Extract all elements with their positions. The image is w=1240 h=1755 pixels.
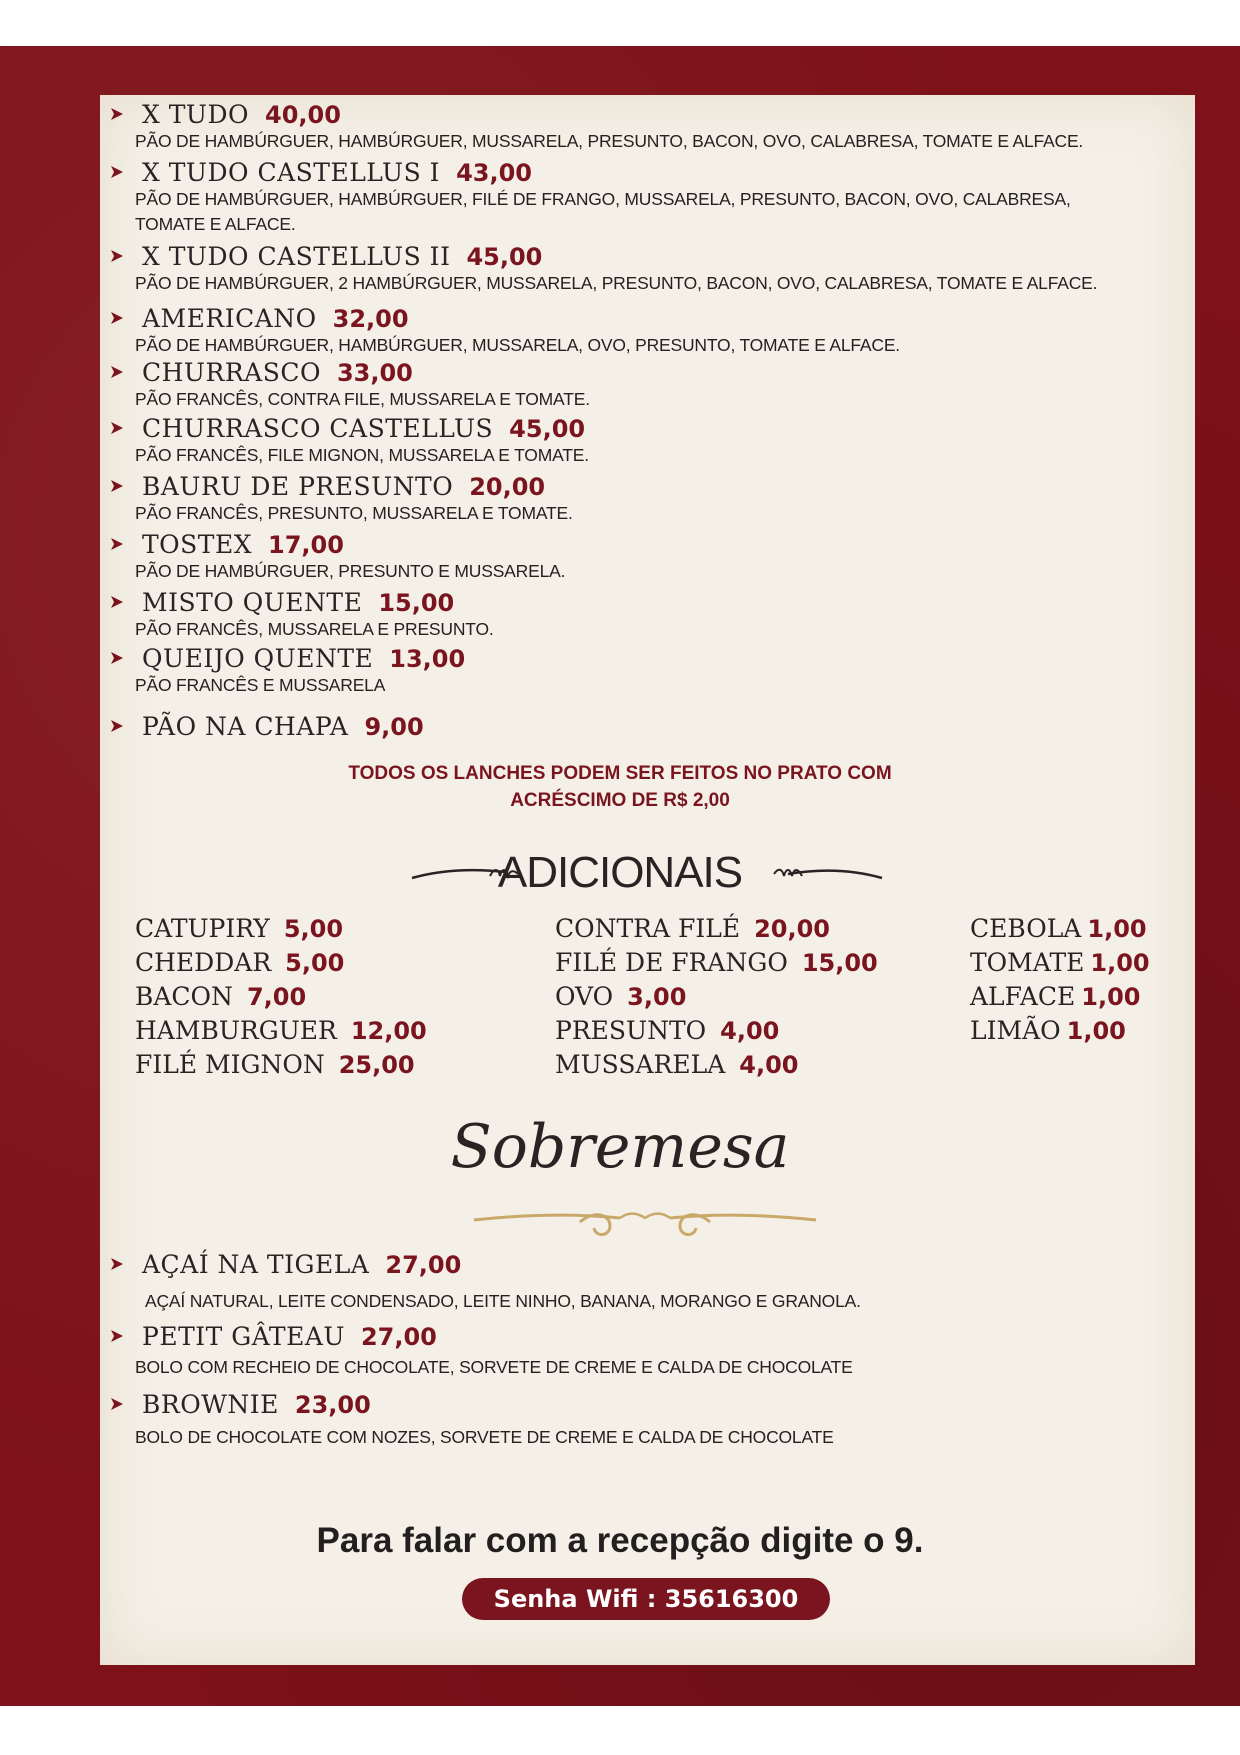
menu-item (108, 358, 590, 412)
item-description: PÃO FRANCÊS, MUSSARELA E PRESUNTO. (135, 619, 494, 639)
chevron-right-icon (108, 311, 126, 325)
adicional-price: 7,00 (246, 983, 307, 1011)
adicional-price: 20,00 (754, 915, 830, 943)
adicional-name: FILÉ DE FRANGO (555, 948, 788, 977)
adicional-price: 5,00 (285, 949, 345, 977)
item-description: PÃO FRANCÊS, FILE MIGNON, MUSSARELA E TOMATE. (135, 445, 589, 465)
menu-item (108, 588, 494, 642)
adicional-item (555, 1016, 878, 1050)
chevron-right-icon (108, 537, 126, 551)
section-title-adicionais: ADICIONAIS (497, 848, 743, 897)
chevron-right-icon (108, 249, 126, 263)
adicional-name: BACON (135, 982, 233, 1011)
dessert-name: PETIT GÂTEAU (142, 1322, 345, 1351)
item-description: PÃO DE HAMBÚRGUER, PRESUNTO E MUSSARELA. (135, 561, 566, 581)
adicional-name: LIMÃO (970, 1016, 1061, 1045)
adicional-item (135, 982, 427, 1016)
section-title-sobremesa: Sobremesa (450, 1112, 790, 1182)
adicional-name: TOMATE (970, 948, 1085, 977)
menu-item (108, 158, 1071, 237)
dessert-item (108, 1390, 834, 1450)
item-price: 20,00 (469, 473, 546, 501)
chevron-right-icon (108, 479, 126, 493)
item-price: 45,00 (509, 415, 586, 443)
plate-note-line: TODOS OS LANCHES PODEM SER FEITOS NO PRATO COM (348, 763, 892, 784)
item-price: 15,00 (378, 589, 455, 617)
menu-item (108, 100, 1083, 154)
chevron-right-icon (108, 595, 126, 609)
adicional-item (135, 1050, 427, 1084)
item-price: 43,00 (456, 159, 532, 187)
menu-item (108, 644, 465, 698)
right-flourish-icon (772, 862, 884, 886)
dessert-price: 27,00 (360, 1323, 437, 1351)
item-price: 33,00 (336, 359, 413, 387)
item-price: 32,00 (332, 305, 409, 333)
item-name: X TUDO CASTELLUS II (142, 242, 451, 271)
chevron-right-icon (108, 719, 126, 733)
chevron-right-icon (108, 365, 126, 379)
adicional-item (555, 982, 878, 1016)
adicionais-column (135, 914, 427, 1084)
item-description: PÃO FRANCÊS E MUSSARELA (135, 675, 386, 695)
adicional-name: FILÉ MIGNON (135, 1050, 325, 1079)
menu-item (108, 304, 900, 358)
adicional-name: MUSSARELA (555, 1050, 726, 1079)
chevron-right-icon (108, 1257, 126, 1271)
adicional-item (970, 914, 1150, 948)
adicional-price: 1,00 (1087, 915, 1147, 943)
item-price: 17,00 (268, 531, 344, 559)
adicional-name: CATUPIRY (135, 914, 270, 943)
plate-note-line: ACRÉSCIMO DE R$ 2,00 (510, 790, 730, 811)
adicional-item (135, 1016, 427, 1050)
menu-item (108, 414, 589, 468)
item-description: PÃO FRANCÊS, CONTRA FILE, MUSSARELA E TOMATE. (135, 389, 590, 409)
adicional-name: CONTRA FILÉ (555, 914, 741, 943)
item-name: X TUDO CASTELLUS I (142, 158, 441, 187)
item-name: X TUDO (142, 100, 250, 129)
menu-item (108, 712, 424, 741)
dessert-item (108, 1322, 853, 1380)
item-name: BAURU DE PRESUNTO (142, 472, 454, 501)
menu-item (108, 530, 565, 584)
item-name: AMERICANO (142, 304, 317, 333)
item-name: QUEIJO QUENTE (142, 644, 374, 673)
adicional-price: 1,00 (1081, 983, 1141, 1011)
item-price: 40,00 (265, 101, 341, 129)
chevron-right-icon (108, 165, 126, 179)
adicional-price: 25,00 (338, 1051, 415, 1079)
chevron-right-icon (108, 421, 126, 435)
item-description: PÃO DE HAMBÚRGUER, HAMBÚRGUER, MUSSARELA, PRESUNTO, BACON, OVO, CALABRESA, TOMATE E ALFACE. (135, 131, 1084, 151)
adicional-item (970, 948, 1150, 982)
chevron-right-icon (108, 1397, 126, 1411)
item-name: MISTO QUENTE (142, 588, 363, 617)
ornament-divider-icon (470, 1196, 820, 1246)
item-name: TOSTEX (142, 530, 253, 559)
adicional-item (135, 914, 427, 948)
dessert-item (108, 1250, 861, 1314)
adicional-price: 1,00 (1090, 949, 1150, 977)
item-description: PÃO DE HAMBÚRGUER, HAMBÚRGUER, FILÉ DE FRANGO, MUSSARELA, PRESUNTO, BACON, OVO, CALABRESA, (135, 189, 1071, 209)
item-name: CHURRASCO CASTELLUS (142, 414, 494, 443)
adicional-price: 4,00 (739, 1051, 799, 1079)
item-description: PÃO FRANCÊS, PRESUNTO, MUSSARELA E TOMATE. (135, 503, 573, 523)
item-name: CHURRASCO (142, 358, 321, 387)
chevron-right-icon (108, 1329, 126, 1343)
adicionais-column (970, 914, 1150, 1050)
dessert-description: BOLO DE CHOCOLATE COM NOZES, SORVETE DE CREME E CALDA DE CHOCOLATE (135, 1427, 834, 1447)
adicional-name: HAMBURGUER (135, 1016, 337, 1045)
adicional-price: 1,00 (1066, 1017, 1126, 1045)
adicional-price: 15,00 (801, 949, 878, 977)
item-price: 9,00 (364, 713, 424, 741)
chevron-right-icon (108, 651, 126, 665)
adicionais-column (555, 914, 878, 1084)
adicional-name: OVO (555, 982, 614, 1011)
menu-item (108, 242, 1097, 296)
wifi-password-badge: Senha Wifi : 35616300 (462, 1578, 830, 1620)
item-price: 13,00 (389, 645, 466, 673)
adicional-name: ALFACE (970, 982, 1076, 1011)
dessert-price: 23,00 (294, 1391, 371, 1419)
adicional-item (555, 914, 878, 948)
dessert-price: 27,00 (385, 1251, 462, 1279)
chevron-right-icon (108, 107, 126, 121)
adicional-price: 3,00 (627, 983, 687, 1011)
adicional-name: CEBOLA (970, 914, 1082, 943)
item-price: 45,00 (466, 243, 543, 271)
dessert-description: AÇAÍ NATURAL, LEITE CONDENSADO, LEITE NINHO, BANANA, MORANGO E GRANOLA. (145, 1291, 861, 1311)
adicional-item (135, 948, 427, 982)
item-description: TOMATE E ALFACE. (135, 214, 296, 234)
adicional-name: CHEDDAR (135, 948, 272, 977)
item-description: PÃO DE HAMBÚRGUER, HAMBÚRGUER, MUSSARELA, OVO, PRESUNTO, TOMATE E ALFACE. (135, 335, 900, 355)
adicional-name: PRESUNTO (555, 1016, 707, 1045)
dessert-description: BOLO COM RECHEIO DE CHOCOLATE, SORVETE DE CREME E CALDA DE CHOCOLATE (135, 1357, 853, 1377)
adicional-price: 4,00 (720, 1017, 780, 1045)
adicional-price: 12,00 (350, 1017, 427, 1045)
menu-item (108, 472, 573, 526)
adicional-item (970, 982, 1150, 1016)
plate-note (0, 760, 1240, 814)
adicional-price: 5,00 (283, 915, 344, 943)
adicional-item (555, 1050, 878, 1084)
adicional-item (970, 1016, 1150, 1050)
dessert-name: AÇAÍ NA TIGELA (142, 1250, 370, 1279)
adicional-item (555, 948, 878, 982)
item-description: PÃO DE HAMBÚRGUER, 2 HAMBÚRGUER, MUSSARELA, PRESUNTO, BACON, OVO, CALABRESA, TOMATE E ALFACE. (135, 273, 1098, 293)
item-name: PÃO NA CHAPA (142, 712, 349, 741)
dessert-name: BROWNIE (142, 1390, 279, 1419)
reception-instruction: Para falar com a recepção digite o 9. (316, 1521, 924, 1560)
